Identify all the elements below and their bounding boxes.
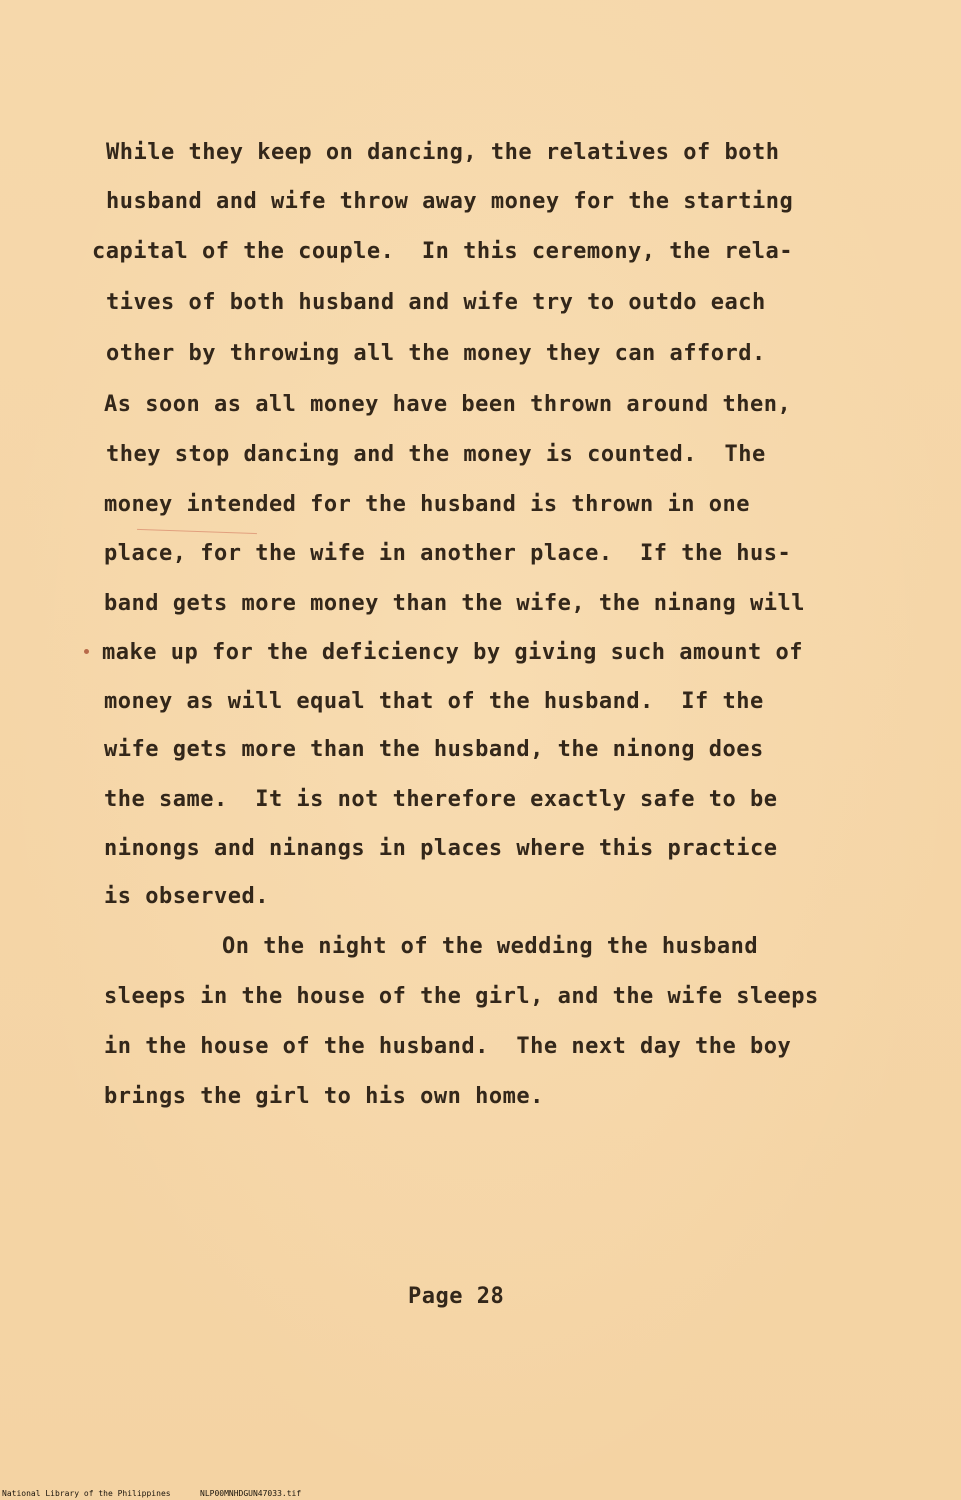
text-line: brings the girl to his own home. [104,1084,544,1109]
text-line: they stop dancing and the money is counted. The [106,442,766,467]
margin-mark [84,649,89,654]
text-line: sleeps in the house of the girl, and the wife sleeps [104,984,819,1009]
text-line: On the night of the wedding the husband [222,934,759,959]
text-line: wife gets more than the husband, the ninong does [104,737,764,762]
text-line: husband and wife throw away money for the starting [106,189,794,214]
text-line: is observed. [104,884,269,909]
text-line: band gets more money than the wife, the ninang will [104,591,806,616]
text-line: As soon as all money have been thrown around then, [104,392,792,417]
text-line: in the house of the husband. The next day the boy [104,1034,792,1059]
text-line: capital of the couple. In this ceremony, the rela- [92,239,794,264]
text-line: While they keep on dancing, the relatives of both [106,140,780,165]
text-line: make up for the deficiency by giving such amount of [102,640,804,665]
page-number: Page 28 [408,1284,505,1309]
footer-filename: NLP00MNHDGUN47033.tif [200,1489,302,1498]
text-line: money as will equal that of the husband. If the [104,689,764,714]
text-line: the same. It is not therefore exactly safe to be [104,787,778,812]
text-line: money intended for the husband is thrown in one [104,492,751,517]
footer-source: National Library of the Philippines [2,1489,171,1498]
red-pencil-mark [137,529,257,534]
text-line: place, for the wife in another place. If the hus- [104,541,792,566]
text-line: other by throwing all the money they can afford. [106,341,766,366]
text-line: tives of both husband and wife try to outdo each [106,290,766,315]
text-line: ninongs and ninangs in places where this practice [104,836,778,861]
